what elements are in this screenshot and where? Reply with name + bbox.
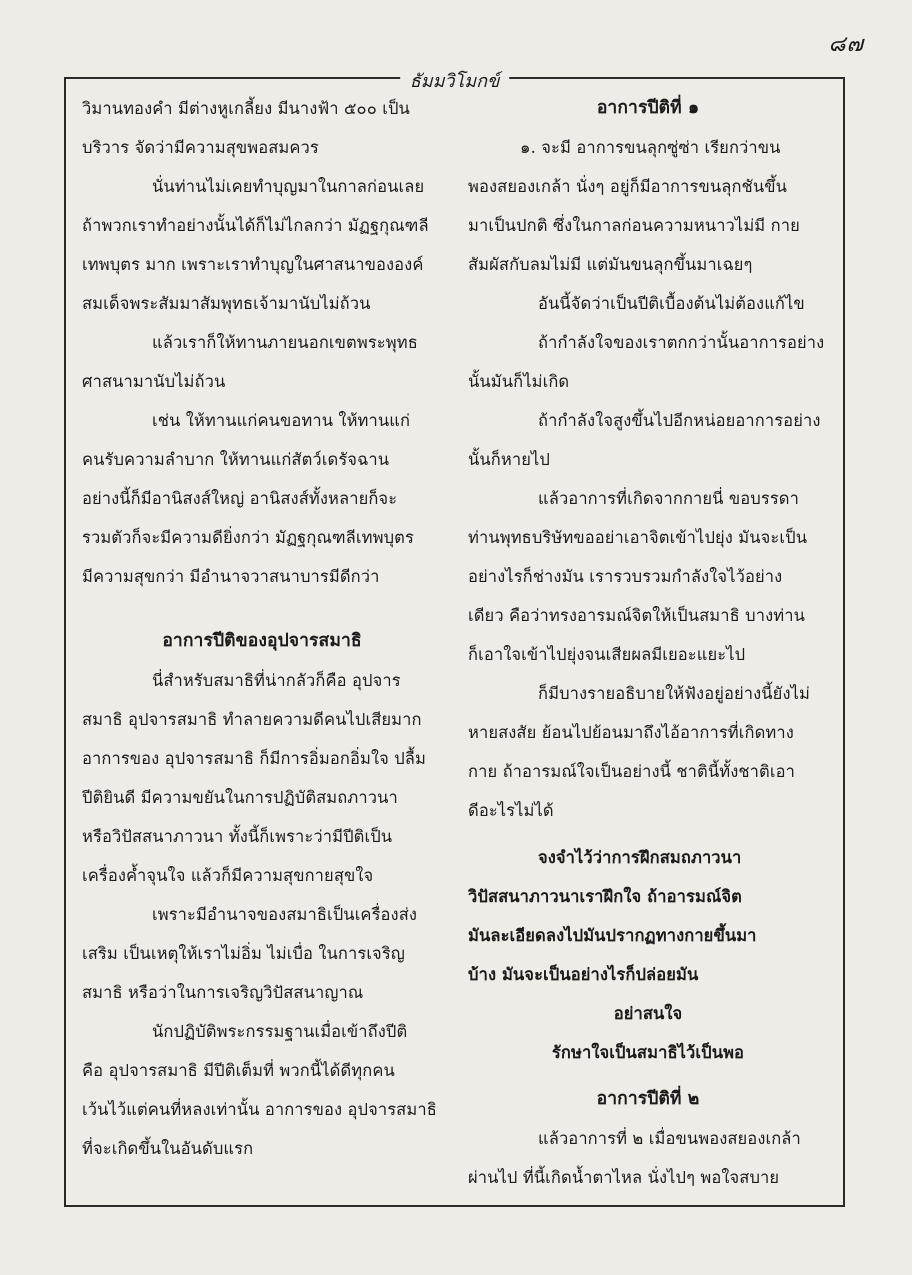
text-line: ที่จะเกิดขึ้นในอันดับแรก — [82, 1139, 254, 1158]
text-line: เช่น ให้ทานแก่คนขอทาน ให้ทานแก่ — [152, 411, 411, 430]
text-line: เครื่องค้ำจุนใจ แล้วก็มีความสุขกายสุขใจ — [82, 866, 374, 885]
text-line: มีความสุขกว่า มีอำนาจวาสนาบารมีดีกว่า — [82, 567, 380, 586]
bold-text-line: รักษาใจเป็นสมาธิไว้เป็นพอ — [551, 1043, 745, 1062]
text-line: อาการของ อุปจารสมาธิ ก็มีการอิ่มอกอิ่มใจ ปลื้ม — [82, 749, 426, 768]
section-heading: อาการปีติที่ ๒ — [596, 1089, 700, 1109]
text-line: หรือวิปัสสนาภาวนา ทั้งนี้ก็เพราะว่ามีปีติเป็น — [82, 827, 393, 846]
text-line: นี่สำหรับสมาธิที่น่ากลัวก็คือ อุปจาร — [152, 671, 401, 690]
text-line: ศาสนามานับไม่ถ้วน — [82, 372, 226, 391]
section-heading: อาการปีติของอุปจารสมาธิ — [162, 631, 362, 651]
text-line: สมาธิ อุปจารสมาธิ ทำลายความดีคนไปเสียมาก — [82, 710, 422, 729]
text-line: พองสยองเกล้า นั่งๆ อยู่ก็มีอาการขนลุกชันขึ้น — [468, 177, 787, 196]
bold-text-line: มันละเอียดลงไปมันปรากฏทางกายขึ้นมา — [468, 926, 757, 945]
left-column — [82, 89, 442, 1168]
text-line: คนรับความลำบาก ให้ทานแก่สัตว์เดรัจฉาน — [82, 450, 390, 469]
text-line: ปีติยินดี มีความขยันในการปฏิบัติสมถภาวนา — [82, 788, 398, 807]
page-frame — [64, 71, 845, 1207]
text-line: ผ่านไป ที่นี้เกิดน้ำตาไหล นั่งไปๆ พอใจสบาย — [468, 1168, 780, 1187]
text-line: สมาธิ หรือว่าในการเจริญวิปัสสนาญาณ — [82, 983, 364, 1002]
text-line: อย่างนี้ก็มีอานิสงส์ใหญ่ อานิสงส์ทั้งหลายก็จะ — [82, 489, 398, 508]
text-line: บริวาร จัดว่ามีความสุขพอสมควร — [82, 138, 319, 157]
right-column — [468, 89, 828, 1197]
text-line: คือ อุปจารสมาธิ มีปีติเต็มที่ พวกนี้ได้ดีทุกคน — [82, 1061, 395, 1080]
text-line: สมเด็จพระสัมมาสัมพุทธเจ้ามานับไม่ถ้วน — [82, 294, 371, 313]
page-number: ๘๗ — [828, 32, 864, 57]
text-line: เพราะมีอำนาจของสมาธิเป็นเครื่องส่ง — [152, 905, 418, 924]
text-line: อย่างไรก็ช่างมัน เรารวบรวมกำลังใจไว้อย่าง — [468, 567, 783, 586]
text-line: หายสงสัย ย้อนไปย้อนมาถึงไอ้อาการที่เกิดทาง — [468, 723, 794, 742]
text-line: เดียว คือว่าทรงอารมณ์จิตให้เป็นสมาธิ บางท่าน — [468, 606, 805, 625]
bold-text-line: อย่าสนใจ — [613, 1004, 683, 1023]
text-line: แล้วเราก็ให้ทานภายนอกเขตพระพุทธ — [152, 333, 418, 352]
text-line: ถ้ากำลังใจของเราตกกว่านั้นอาการอย่าง — [538, 333, 825, 352]
text-line: เทพบุตร มาก เพราะเราทำบุญในศาสนาขององค์ — [82, 255, 424, 274]
text-line: รวมตัวก็จะมีความดียิ่งกว่า มัฏฐกุณฑลีเทพบุตร — [82, 528, 414, 547]
bold-text-line: บ้าง มันจะเป็นอย่างไรก็ปล่อยมัน — [468, 965, 699, 984]
text-line: เสริม เป็นเหตุให้เราไม่อิ่ม ไม่เบื่อ ในการเจริญ — [82, 944, 405, 963]
text-line: ๑. จะมี อาการขนลุกซู่ซ่า เรียกว่าขน — [520, 138, 781, 157]
text-line: นั้นก็หายไป — [468, 450, 550, 469]
text-line: นักปฏิบัติพระกรรมฐานเมื่อเข้าถึงปีติ — [152, 1022, 408, 1041]
text-line: ท่านพุทธบริษัทขออย่าเอาจิตเข้าไปยุ่ง มันจะเป็น — [468, 528, 808, 547]
text-line: นั้นมันก็ไม่เกิด — [468, 372, 570, 391]
text-line: กาย ถ้าอารมณ์ใจเป็นอย่างนี้ ชาตินี้ทั้งชาติเอา — [468, 762, 795, 781]
text-line: ดีอะไรไม่ได้ — [468, 801, 554, 820]
text-line: แล้วอาการที่ ๒ เมื่อขนพองสยองเกล้า — [538, 1129, 801, 1148]
text-line: มาเป็นปกติ ซึ่งในกาลก่อนความหนาวไม่มี กาย — [468, 216, 800, 235]
text-line: นั่นท่านไม่เคยทำบุญมาในกาลก่อนเลย — [152, 177, 425, 196]
text-line: อันนี้จัดว่าเป็นปีติเบื้องต้นไม่ต้องแก้ไข — [538, 294, 805, 313]
running-head: ธัมมวิโมกข์ — [400, 66, 510, 95]
text-line: แล้วอาการที่เกิดจากกายนี่ ขอบรรดา — [538, 489, 799, 508]
text-line: สัมผัสกับลมไม่มี แต่มันขนลุกขึ้นมาเฉยๆ — [468, 255, 753, 274]
bold-text-line: วิปัสสนาภาวนาเราฝึกใจ ถ้าอารมณ์จิต — [468, 887, 742, 906]
text-line: เว้นไว้แต่คนที่หลงเท่านั้น อาการของ อุปจารสมาธิ — [82, 1100, 437, 1119]
section-heading: อาการปีติที่ ๑ — [596, 98, 700, 118]
text-line: วิมานทองคำ มีต่างหูเกลี้ยง มีนางฟ้า ๕๐๐ เป็น — [82, 99, 410, 118]
text-line: ก็มีบางรายอธิบายให้ฟังอยู่อย่างนี้ยังไม่ — [538, 684, 810, 703]
text-line: ถ้าพวกเราทำอย่างนั้นได้ก็ไม่ไกลกว่า มัฏฐกุณฑลี — [82, 216, 429, 235]
text-line: ก็เอาใจเข้าไปยุ่งจนเสียผลมีเยอะแยะไป — [468, 645, 746, 664]
text-line: ถ้ากำลังใจสูงขึ้นไปอีกหน่อยอาการอย่าง — [538, 411, 821, 430]
bold-text-line: จงจำไว้ว่าการฝึกสมถภาวนา — [538, 848, 742, 867]
